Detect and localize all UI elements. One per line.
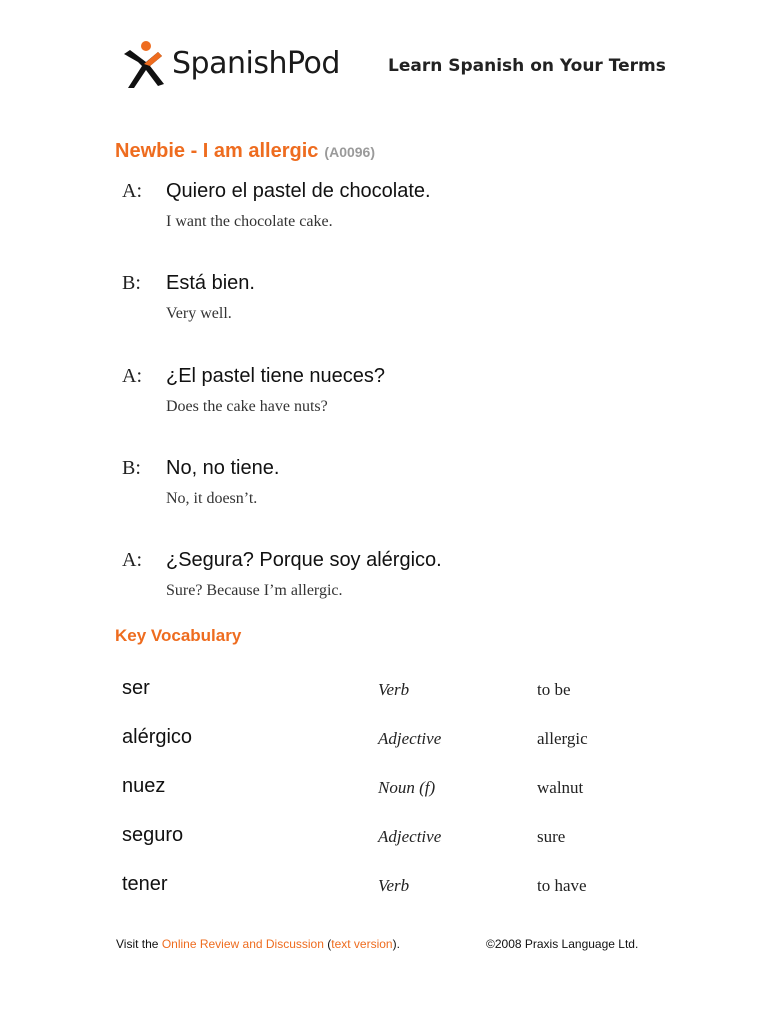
vocab-row [0, 824, 768, 864]
vocabulary-heading: Key Vocabulary [115, 626, 242, 645]
footer-links [116, 937, 400, 951]
footer-prefix: Visit the [116, 937, 162, 951]
lesson-code: (A0096) [324, 144, 376, 160]
english-translation: Very well. [166, 305, 232, 322]
vocab-row [0, 677, 768, 717]
spanish-line: Quiero el pastel de chocolate. [166, 180, 431, 202]
copyright-notice: ©2008 Praxis Language Ltd. [486, 937, 639, 951]
dialogue-line [0, 457, 768, 527]
vocab-word: nuez [122, 775, 166, 797]
speaker-label: A: [122, 549, 142, 571]
english-translation: Sure? Because I’m allergic. [166, 582, 343, 599]
vocab-word: seguro [122, 824, 184, 846]
spanish-line: No, no tiene. [166, 457, 280, 479]
footer-open-paren: ( [323, 937, 332, 951]
lesson-title-text: Newbie - I am allergic [115, 140, 319, 162]
vocab-meaning: walnut [537, 778, 584, 797]
vocab-meaning: to be [537, 680, 571, 699]
text-version-link[interactable]: text version [331, 937, 393, 951]
vocab-meaning: sure [537, 827, 566, 846]
vocab-word: alérgico [122, 726, 193, 748]
dialogue-line [0, 365, 768, 435]
dialogue-line [0, 272, 768, 342]
spanish-line: ¿Segura? Porque soy alérgico. [166, 549, 442, 571]
speaker-label: A: [122, 180, 142, 202]
header [122, 38, 682, 94]
vocab-part-of-speech: Verb [378, 680, 410, 699]
vocab-part-of-speech: Adjective [378, 729, 442, 748]
spanishpod-logo-icon [122, 40, 166, 90]
vocab-meaning: to have [537, 876, 587, 895]
vocab-word: ser [122, 677, 150, 699]
english-translation: Does the cake have nuts? [166, 398, 328, 415]
english-translation: I want the chocolate cake. [166, 213, 333, 230]
logo-text: SpanishPod [172, 46, 340, 81]
online-review-link[interactable]: Online Review and Discussion [161, 937, 324, 951]
spanish-line: ¿El pastel tiene nueces? [166, 365, 386, 387]
english-translation: No, it doesn’t. [166, 490, 258, 507]
vocab-row [0, 726, 768, 766]
tagline: Learn Spanish on Your Terms [388, 56, 666, 76]
vocab-part-of-speech: Noun (f) [378, 778, 436, 797]
vocab-row [0, 775, 768, 815]
vocab-meaning: allergic [537, 729, 588, 748]
speaker-label: B: [122, 272, 141, 294]
vocab-word: tener [122, 873, 168, 895]
vocab-part-of-speech: Adjective [378, 827, 442, 846]
footer-close-paren: ). [392, 937, 400, 951]
lesson-title [115, 140, 375, 163]
vocab-part-of-speech: Verb [378, 876, 410, 895]
speaker-label: B: [122, 457, 141, 479]
dialogue-line [0, 549, 768, 619]
speaker-label: A: [122, 365, 142, 387]
spanish-line: Está bien. [166, 272, 255, 294]
vocab-row [0, 873, 768, 913]
dialogue-line [0, 180, 768, 250]
